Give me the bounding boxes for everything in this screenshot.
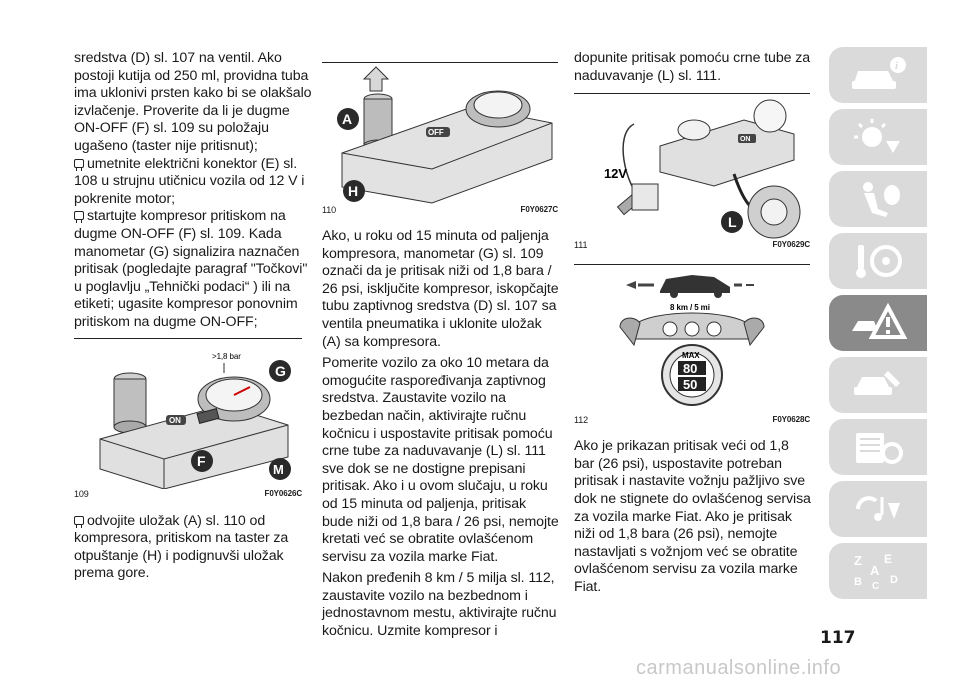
figure-code: F0Y0628C [772,415,810,425]
callout-a: A [342,111,353,127]
multimedia-icon [848,489,908,529]
figure-112 [574,265,812,415]
key-steering-wheel-icon [848,241,908,281]
text-column-1 [74,50,312,583]
callout-l: L [728,214,737,231]
tab-car-info[interactable] [829,47,927,103]
bullet-icon [74,211,84,220]
tab-index[interactable] [829,543,927,599]
figure-111 [574,94,812,240]
text-column-2 [322,50,560,641]
distance-label: 8 km / 5 mi [670,303,710,313]
tab-warning-lights[interactable] [829,109,927,165]
car-info-icon [848,55,908,95]
svg-text:A: A [870,563,880,578]
bullet-icon [74,159,84,168]
page-number: 117 [820,628,856,648]
on-label: ON [169,415,181,425]
bullet-paragraph: umetnite električni konektor (E) sl. 108 u strujnu utičnicu vozila od 12 V i pokrenite motor; [74,155,305,207]
bullet-icon [74,516,84,525]
svg-text:E: E [884,552,893,566]
speed-mph: 50 [683,377,698,393]
off-label: OFF [428,128,444,137]
callout-h: H [348,183,359,199]
tab-technical-data[interactable] [829,419,927,475]
figure-number: 111 [574,240,588,251]
maintenance-icon [848,365,908,405]
compressor-on-illustration [74,339,304,489]
speed-limit-illustration [574,265,810,415]
paragraph: dopunite pritisak pomoću crne tube za naduvavanje (L) sl. 111. [574,50,811,84]
airbag-seat-icon [848,179,908,219]
svg-text:D: D [890,574,898,586]
figure-code: F0Y0626C [264,488,302,498]
max-label: MAX [682,351,700,361]
paragraph: Ako je prikazan pritisak veći od 1,8 bar (26 psi), uspostavite potreban pritisak i nastavite vožnju pažljivo sve dok ne stignete do ovlašćenog servisa za vozila marke Fiat. Ako je pritisak niži od 1,8 bara (26 psi), nemojte nastavljati s vožnjom već se obratite ovlašćenom servisu za vozila marke Fiat. [574,438,811,595]
inflation-hose-illustration [574,94,810,240]
tab-safety[interactable] [829,171,927,227]
paragraph: sredstva (D) sl. 107 na ventil. Ako postoji kutija od 250 ml, providna tuba ima uklonivi prsten kako bi se olakšalo izvlačenje. Proverite da li je dugme ON-OFF (F) sl. 109 su položaju ugašeno (taster nije pritisnut); [74,50,312,154]
tab-driving[interactable] [829,233,927,289]
svg-text:i: i [895,60,899,72]
figure-caption [574,240,810,250]
svg-text:C: C [872,581,880,591]
figure-caption [574,415,810,425]
cartridge-removal-illustration [322,63,558,205]
figure-109 [74,339,312,489]
tab-maintenance[interactable] [829,357,927,413]
speed-kmh: 80 [683,361,698,377]
warning-lights-icon [848,117,908,157]
bullet-paragraph: odvojite uložak (A) sl. 110 od kompresora, pritiskom na taster za otpuštanje (H) i podignuvši uložak prema gore. [74,512,289,582]
tab-multimedia[interactable] [829,481,927,537]
callout-g: G [275,362,286,379]
paragraph: Nakon pređenih 8 km / 5 milja sl. 112, zaustavite vozilo na bezbednom i jednostavnom mestu, aktivirajte ručnu kočnicu. Uzmite kompresor i [322,570,557,640]
callout-f: F [197,452,206,469]
figure-caption [322,205,558,215]
pressure-label: >1,8 bar [212,351,241,361]
technical-data-icon [848,427,908,467]
figure-code: F0Y0627C [520,205,558,214]
figure-number: 109 [74,488,89,499]
figure-number: 112 [574,415,589,426]
paragraph: Pomerite vozilo za oko 10 metara da omogućite raspoređivanja zaptivnog sredstva. Zaustavite vozilo na bezbedan način, aktivirajte ručnu kočnicu i uspostavite pritisak pomoću crne tube za naduvavanje (L) sl. 111 sve dok se ne dostigne prepisani pritisak. Ako i u ovom slučaju, u roku od 15 minuta od paljenja, pritisak bude niži od 1,8 bara / 26 psi, nemojte kretati već se obratite ovlašćenom servisu za vozila marke Fiat. [322,355,559,565]
figure-number: 110 [322,205,337,215]
paragraph: Ako, u roku od 15 minuta od paljenja kompresora, manometar (G) sl. 109 označi da je pritisak niži od 1,8 bara / 26 psi, isključite kompresor, iskopčajte tubu zaptivnog sredstva (D) sl. 107 sa ventila pneumatika i uklonite uložak (A) sa kompresora. [322,228,559,350]
callout-m: M [273,461,284,477]
watermark: carmanualsonline.info [636,657,842,679]
bullet-paragraph: startujte kompresor pritiskom na dugme ON-OFF (F) sl. 109. Kada manometar (G) signalizira naznačen pritisak (pogledajte paragraf "Točkovi" u poglavlju „Tehnički podaci“ ) ili na etiketi; ugasite kompresor ponovnim pritiskom na dugme ON-OFF; [74,208,308,330]
voltage-label: 12V [604,166,627,182]
emergency-triangle-icon [848,303,908,343]
index-letters-icon [848,551,908,591]
chapter-tabs [829,47,927,605]
figure-caption [74,489,302,499]
on-label: ON [740,136,751,144]
figure-code: F0Y0629C [772,240,810,250]
tab-emergency[interactable] [829,295,927,351]
text-column-3 [574,50,812,597]
svg-text:B: B [854,576,862,588]
svg-text:Z: Z [854,553,862,568]
figure-110 [322,63,560,205]
